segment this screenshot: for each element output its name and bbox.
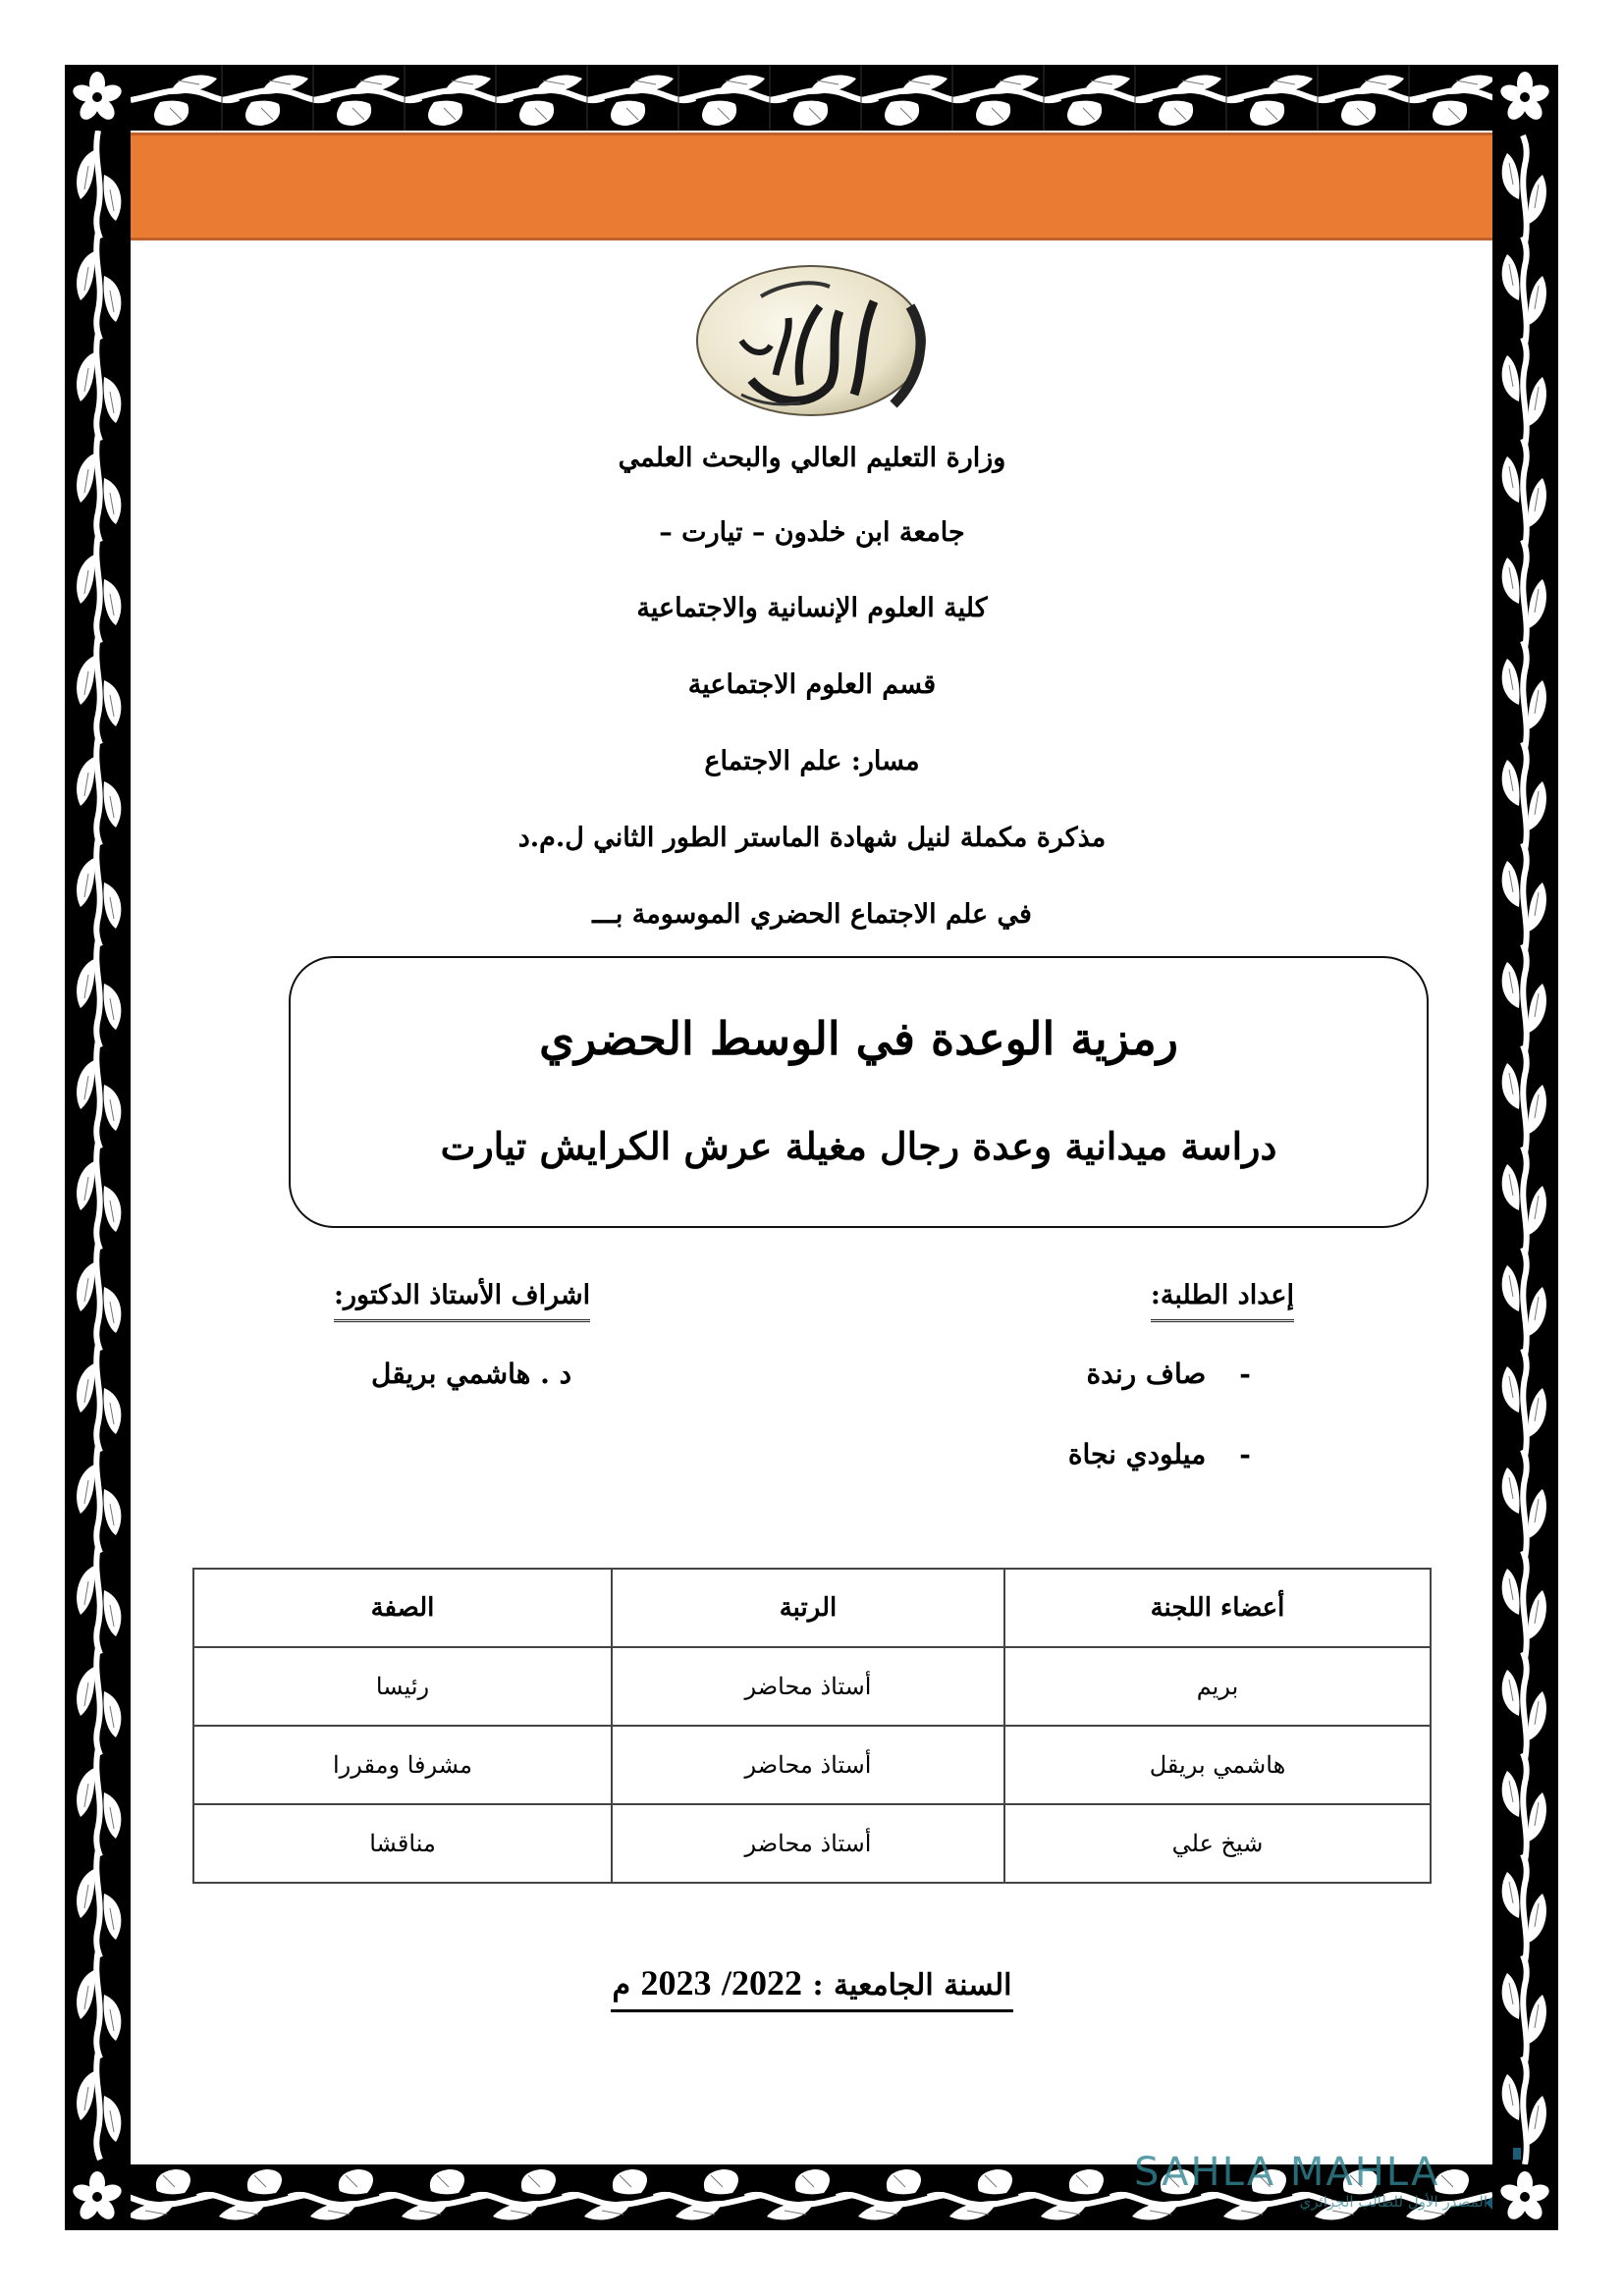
member-rank: أستاذ محاضر: [612, 1804, 1004, 1883]
member-rank: أستاذ محاضر: [612, 1647, 1004, 1726]
student-name-text: ميلودي نجاة: [1067, 1438, 1207, 1470]
committee-table: [192, 1568, 1432, 1884]
member-name: شيخ علي: [1004, 1804, 1431, 1883]
supervisor-label: اشراف الأستاذ الدكتور:: [334, 1276, 590, 1322]
table-row: [193, 1647, 1431, 1726]
flower-corner-icon: [65, 2164, 131, 2230]
supervisor-name: د . هاشمي بريقل: [371, 1358, 572, 1390]
member-rank: أستاذ محاضر: [612, 1726, 1004, 1804]
thesis-title-box: [289, 956, 1429, 1228]
flower-corner-icon: [1492, 65, 1558, 131]
vine-border-right: [1492, 65, 1558, 2230]
department-name: قسم العلوم الاجتماعية: [687, 669, 937, 700]
table-header-row: [193, 1569, 1431, 1647]
track-name: مسار: علم الاجتماع: [704, 746, 920, 776]
watermark-subtext: المصدر الأول للطالب الجزائري: [1299, 2193, 1488, 2211]
member-name: هاشمي بريقل: [1004, 1726, 1431, 1804]
bullet-dash: -: [1239, 1438, 1251, 1470]
academic-year-label: السنة الجامعية :: [812, 1968, 1012, 2002]
bullet-dash: -: [1239, 1358, 1251, 1390]
ministry-name: وزارة التعليم العالي والبحث العلمي: [618, 443, 1006, 473]
academic-year: [0, 1961, 1624, 2012]
university-name: جامعة ابن خلدون – تيارت –: [659, 517, 965, 548]
column-header-members: أعضاء اللجنة: [1004, 1569, 1431, 1647]
member-role: مناقشا: [193, 1804, 612, 1883]
member-name: بريم: [1004, 1647, 1431, 1726]
ibn-khaldoun-calligraphy-icon: [682, 257, 940, 424]
thesis-subtitle: دراسة ميدانية وعدة رجال مغيلة عرش الكرايش تيارت: [440, 1124, 1277, 1168]
header-accent-band: [131, 133, 1492, 240]
academic-year-suffix: م: [612, 1968, 631, 2002]
table-row: [193, 1804, 1431, 1883]
vine-border-top: [65, 65, 1558, 131]
academic-year-start: 2022/: [722, 1963, 803, 2002]
table-row: [193, 1726, 1431, 1804]
member-role: رئيسا: [193, 1647, 612, 1726]
flower-corner-icon: [1492, 2164, 1558, 2230]
column-header-role: الصفة: [193, 1569, 612, 1647]
university-logo: [682, 257, 940, 424]
students-label: إعداد الطلبة:: [1151, 1276, 1294, 1322]
thesis-title: رمزية الوعدة في الوسط الحضري: [539, 1012, 1178, 1065]
watermark-text: SAHLA MAHLA: [1134, 2150, 1440, 2195]
student-name-text: صاف رندة: [1086, 1358, 1207, 1390]
degree-statement: مذكرة مكملة لنيل شهادة الماستر الطور الثاني ل.م.د: [517, 823, 1107, 853]
faculty-name: كلية العلوم الإنسانية والاجتماعية: [636, 593, 988, 623]
column-header-rank: الرتبة: [612, 1569, 1004, 1647]
student-name: [1086, 1355, 1274, 1394]
member-role: مشرفا ومقررا: [193, 1726, 612, 1804]
student-name: [1068, 1435, 1274, 1474]
specialty-statement: في علم الاجتماع الحضري الموسومة بـــ: [592, 899, 1032, 930]
vine-border-left: [65, 65, 131, 2230]
flower-corner-icon: [65, 65, 131, 131]
academic-year-end: 2023: [640, 1963, 712, 2002]
